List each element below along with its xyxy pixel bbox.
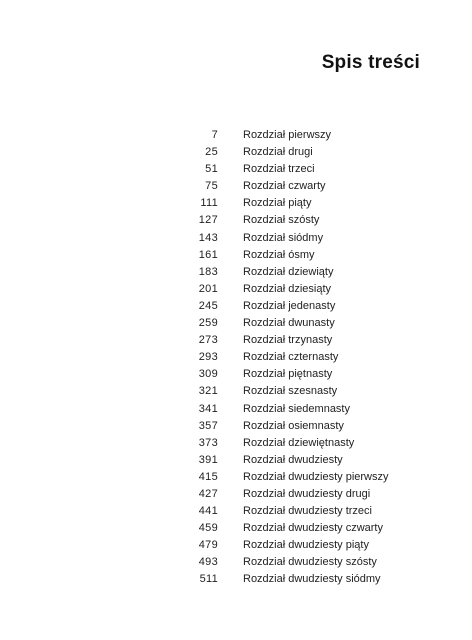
toc-chapter-label: Rozdział trzeci bbox=[243, 163, 315, 176]
toc-page-number: 511 bbox=[199, 573, 218, 586]
toc-page-number: 111 bbox=[200, 197, 218, 210]
toc-list bbox=[150, 127, 389, 589]
toc-chapter-label: Rozdział dwudziesty drugi bbox=[243, 487, 371, 500]
toc-entry[interactable] bbox=[150, 332, 389, 349]
toc-page-number: 341 bbox=[198, 402, 218, 415]
toc-chapter-label: Rozdział dwunasty bbox=[243, 317, 335, 330]
toc-chapter-label: Rozdział dwudziesty siódmy bbox=[243, 573, 381, 586]
toc-entry[interactable] bbox=[150, 247, 389, 264]
toc-entry[interactable] bbox=[150, 315, 389, 332]
toc-chapter-label: Rozdział dwudziesty bbox=[243, 453, 343, 466]
toc-entry[interactable] bbox=[150, 264, 389, 281]
toc-entry[interactable] bbox=[150, 383, 389, 400]
toc-chapter-label: Rozdział szósty bbox=[243, 214, 320, 227]
toc-page-number: 7 bbox=[211, 129, 218, 141]
toc-entry[interactable] bbox=[150, 503, 389, 520]
toc-entry[interactable] bbox=[150, 571, 389, 588]
toc-entry[interactable] bbox=[150, 127, 389, 144]
toc-page-number: 201 bbox=[198, 282, 218, 295]
toc-page-number: 143 bbox=[198, 231, 218, 244]
toc-page-number: 391 bbox=[198, 453, 218, 466]
toc-page-number: 459 bbox=[198, 522, 218, 535]
toc-entry[interactable] bbox=[150, 418, 389, 435]
toc-entry[interactable] bbox=[150, 520, 389, 537]
toc-entry[interactable] bbox=[150, 452, 389, 469]
toc-entry[interactable] bbox=[150, 486, 389, 503]
toc-chapter-label: Rozdział drugi bbox=[243, 146, 313, 159]
toc-page-number: 427 bbox=[198, 487, 218, 500]
toc-entry[interactable] bbox=[150, 230, 389, 247]
toc-chapter-label: Rozdział dwudziesty czwarty bbox=[243, 522, 383, 535]
toc-entry[interactable] bbox=[150, 178, 389, 195]
toc-entry[interactable] bbox=[150, 195, 389, 212]
toc-page-number: 479 bbox=[198, 539, 218, 552]
toc-chapter-label: Rozdział dwudziesty piąty bbox=[243, 539, 369, 552]
toc-chapter-label: Rozdział piąty bbox=[243, 197, 312, 210]
toc-chapter-label: Rozdział dziewiąty bbox=[243, 265, 334, 278]
toc-entry[interactable] bbox=[150, 537, 389, 554]
toc-page-number: 25 bbox=[205, 146, 218, 159]
toc-chapter-label: Rozdział jedenasty bbox=[243, 299, 336, 312]
toc-chapter-label: Rozdział dwudziesty pierwszy bbox=[243, 470, 389, 483]
toc-chapter-label: Rozdział pierwszy bbox=[243, 129, 332, 141]
toc-page-number: 309 bbox=[198, 368, 218, 381]
toc-page-number: 493 bbox=[198, 556, 218, 569]
toc-page-number: 273 bbox=[198, 334, 218, 347]
toc-title: Spis treści bbox=[321, 52, 420, 73]
toc-page-number: 51 bbox=[205, 163, 218, 176]
toc-chapter-label: Rozdział piętnasty bbox=[243, 368, 333, 381]
toc-entry[interactable] bbox=[150, 349, 389, 366]
toc-chapter-label: Rozdział osiemnasty bbox=[243, 419, 344, 432]
toc-entry[interactable] bbox=[150, 161, 389, 178]
toc-chapter-label: Rozdział czternasty bbox=[243, 351, 339, 364]
toc-entry[interactable] bbox=[150, 401, 389, 418]
toc-entry[interactable] bbox=[150, 298, 389, 315]
toc-entry[interactable] bbox=[150, 554, 389, 571]
toc-chapter-label: Rozdział dziewiętnasty bbox=[243, 436, 355, 449]
toc-page-number: 75 bbox=[205, 180, 218, 193]
toc-page-number: 373 bbox=[198, 436, 218, 449]
toc-chapter-label: Rozdział dwudziesty szósty bbox=[243, 556, 377, 569]
toc-entry[interactable] bbox=[150, 469, 389, 486]
toc-chapter-label: Rozdział dwudziesty trzeci bbox=[243, 505, 372, 518]
toc-page-number: 161 bbox=[198, 248, 218, 261]
toc-entry[interactable] bbox=[150, 212, 389, 229]
toc-entry[interactable] bbox=[150, 435, 389, 452]
toc-chapter-label: Rozdział siódmy bbox=[243, 231, 324, 244]
toc-chapter-label: Rozdział trzynasty bbox=[243, 334, 333, 347]
toc-page-number: 415 bbox=[198, 470, 218, 483]
toc-entry[interactable] bbox=[150, 144, 389, 161]
toc-chapter-label: Rozdział siedemnasty bbox=[243, 402, 350, 415]
toc-chapter-label: Rozdział dziesiąty bbox=[243, 282, 332, 295]
toc-page-number: 245 bbox=[198, 299, 218, 312]
toc-page-number: 321 bbox=[198, 385, 218, 398]
toc-chapter-label: Rozdział szesnasty bbox=[243, 385, 338, 398]
toc-page-number: 127 bbox=[198, 214, 218, 227]
toc-entry[interactable] bbox=[150, 366, 389, 383]
toc-page-number: 293 bbox=[198, 351, 218, 364]
toc-entry[interactable] bbox=[150, 281, 389, 298]
toc-page-number: 259 bbox=[198, 317, 218, 330]
toc-page-number: 357 bbox=[198, 419, 218, 432]
toc-page-number: 441 bbox=[198, 505, 218, 518]
toc-chapter-label: Rozdział ósmy bbox=[243, 248, 315, 261]
toc-chapter-label: Rozdział czwarty bbox=[243, 180, 326, 193]
toc-page-number: 183 bbox=[198, 265, 218, 278]
